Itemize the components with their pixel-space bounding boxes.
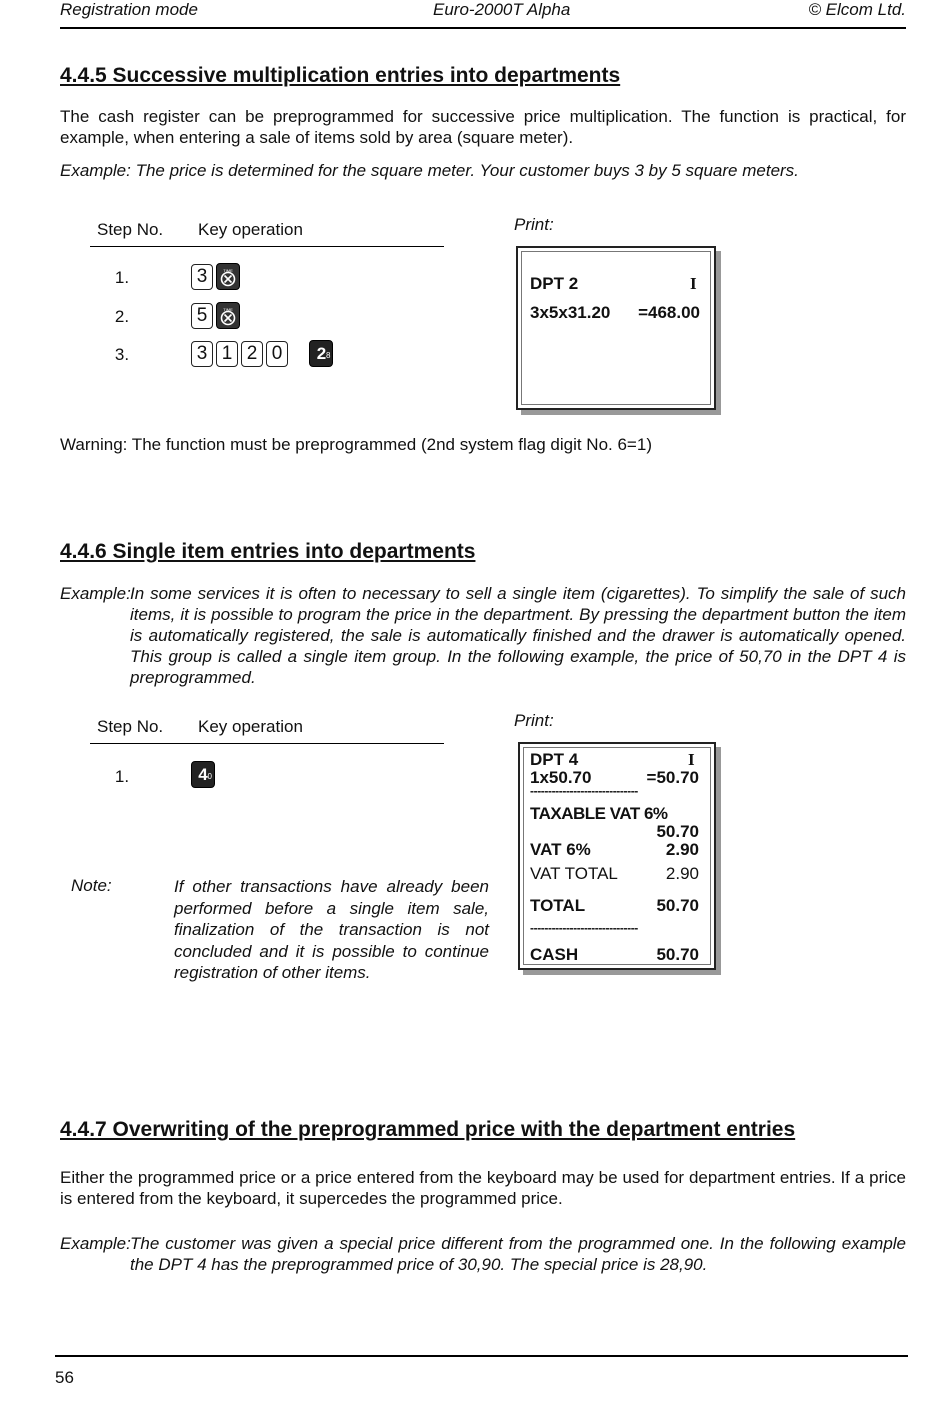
receipt-cash: CASH [530,945,579,964]
receipt-vat-value: 2.90 [665,840,699,859]
step-keys [191,761,215,788]
receipt-calc: 3x5x31.20 [530,303,611,322]
receipt-separator: ------------------------------ [530,921,638,935]
step-number: 2. [114,307,130,326]
page-header [60,0,906,29]
note-text: If other transactions have already been performed before a single item sale, finalization of the transaction is not concluded and it is possible to continue registration of other items. [174,877,489,982]
print-label: Print: [514,711,554,730]
receipt-total-value: 50.70 [656,896,699,915]
step-number: 1. [114,268,130,287]
receipt-amount: =468.00 [638,303,700,322]
receipt-print-446 [518,742,716,970]
table-rule [90,743,444,744]
print-label: Print: [514,215,554,234]
numeric-key: 1 [216,341,238,367]
header-model: Euro-2000T Alpha [433,0,571,19]
department-key-icon: 2 8 [309,340,333,367]
receipt-separator: ------------------------------ [530,784,638,798]
note-label: Note: [71,876,112,895]
footer-rule [55,1355,908,1357]
svg-text:TIME: TIME [223,307,233,312]
step-number: 1. [114,767,130,786]
receipt-taxable: TAXABLE VAT 6% [530,804,668,823]
receipt-vat: VAT 6% [530,840,591,859]
section-title-445: 4.4.5 Successive multiplication entries into departments [60,64,621,87]
section-title-446: 4.4.6 Single item entries into departments [60,540,476,563]
receipt-qty: 1x50.70 [530,768,592,787]
receipt-amount: =50.70 [646,768,699,787]
receipt-dept: DPT 4 [530,750,579,769]
numeric-key: 3 [191,264,213,290]
receipt-dept: DPT 2 [530,274,579,293]
receipt-print-445 [516,246,716,410]
step-header: Step No. [97,220,164,239]
step-keys [191,302,240,329]
table-rule [90,246,444,247]
section-445-intro: The cash register can be preprogrammed for successive price multiplication. The function is practical, for example, when entering a sale of items sold by area (square meter). [60,107,906,147]
example-label: Example: [60,1234,131,1253]
receipt-cash-value: 50.70 [656,945,699,964]
receipt-mode: I [690,274,697,293]
receipt-vat-total: VAT TOTAL [530,864,618,883]
step-keys [191,263,240,290]
section-445-example: Example: The price is determined for the square meter. Your customer buys 3 by 5 square meters. [60,161,799,180]
times-multiply-key-icon [216,302,240,329]
section-447-intro: Either the programmed price or a price entered from the keyboard may be used for department entries. If a price is entered from the keyboard, it supercedes the programmed price. [60,1168,906,1208]
receipt-taxable-value: 50.70 [656,822,699,841]
example-text: In some services it is often to necessary to sell a single item (cigarettes). To simplify the sale of such items, it is possible to program the price in the department. By pressing the department button the item is automatically registered, the sale is automatically finished and the drawer is automatically opened. This group is called a single item group. In the following example, the price of 50,70 in the DPT 4 is preprogrammed. [130,584,906,687]
department-key-label: 4 [198,765,208,784]
header-mode: Registration mode [60,0,198,19]
section-title-447: 4.4.7 Overwriting of the preprogrammed price with the department entries [60,1118,796,1141]
section-445-warning: Warning: The function must be preprogrammed (2nd system flag digit No. 6=1) [60,435,652,454]
key-header: Key operation [198,717,303,736]
department-key-label: 2 [316,344,327,363]
receipt-mode: I [688,750,695,769]
example-label: Example: [60,584,131,603]
department-key-icon: 4 0 [191,761,215,788]
section-447-example [60,1233,906,1275]
numeric-key: 3 [191,341,213,367]
times-multiply-key-icon [216,263,240,290]
section-446-example [60,583,906,688]
numeric-key: 2 [241,341,263,367]
step-header: Step No. [97,717,164,736]
page-number: 56 [55,1368,74,1387]
header-copyright: © Elcom Ltd. [808,0,906,19]
svg-text:TIME: TIME [223,268,233,273]
key-header: Key operation [198,220,303,239]
numeric-key: 0 [266,341,288,367]
step-keys [191,340,333,367]
receipt-vat-total-value: 2.90 [665,864,699,883]
numeric-key: 5 [191,303,213,329]
example-text: The customer was given a special price different from the programmed one. In the following example the DPT 4 has the preprogrammed price of 30,90. The special price is 28,90. [130,1234,906,1274]
receipt-total: TOTAL [530,896,586,915]
step-number: 3. [114,345,130,364]
